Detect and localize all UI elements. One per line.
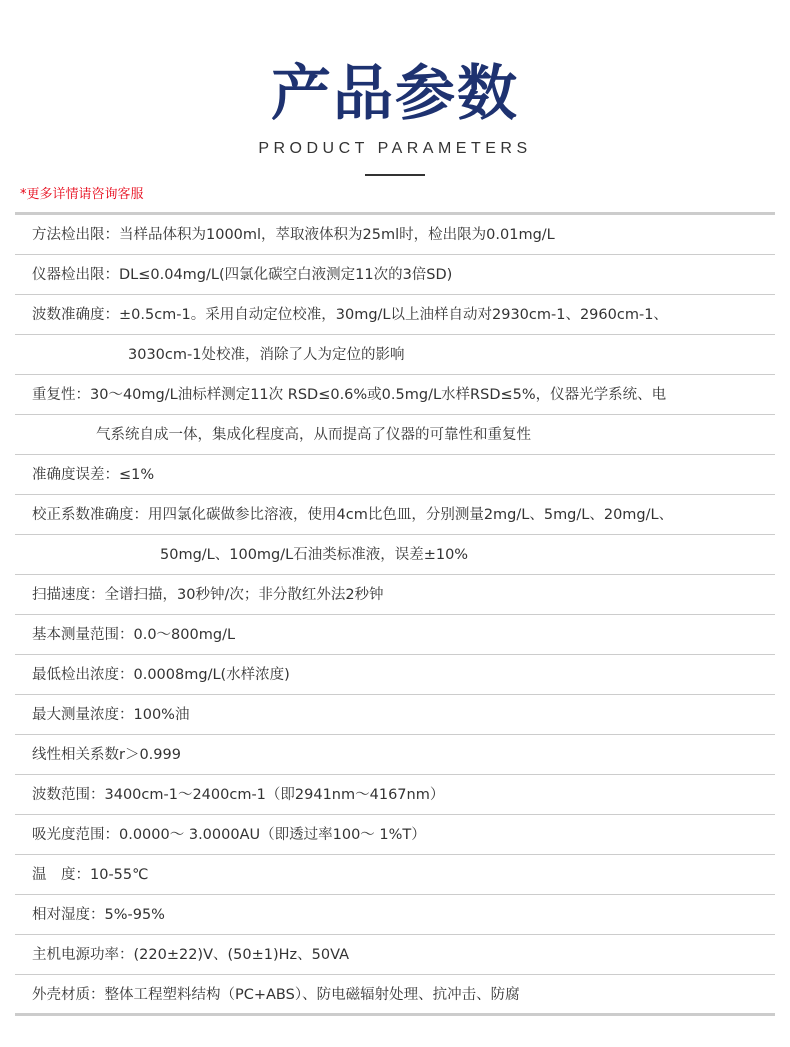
param-row-housing: 外壳材质：整体工程塑料结构（PC+ABS）、防电磁辐射处理、抗冲击、防腐	[32, 987, 520, 1003]
param-row-text: 3030cm-1处校准，消除了人为定位的影响	[128, 347, 405, 363]
param-row-measure-range: 基本测量范围：0.0～800mg/L	[15, 615, 775, 655]
table-bottom-border	[15, 1013, 775, 1016]
param-row-temperature: 温 度：10-55℃	[15, 855, 775, 895]
param-row-detection-limit: 方法检出限：当样品体积为1000ml，萃取液体积为25ml时，检出限为0.01mg/L	[15, 215, 775, 255]
param-row-wavenumber-range: 波数范围：3400cm-1～2400cm-1（即2941nm～4167nm）	[15, 775, 775, 815]
param-row-power: 主机电源功率：(220±22)V、(50±1)Hz、50VA	[15, 935, 775, 975]
param-row-calibration-accuracy-cont	[15, 535, 775, 575]
param-row-instrument-limit: 仪器检出限：DL≤0.04mg/L(四氯化碳空白液测定11次的3倍SD)	[15, 255, 775, 295]
page-title: 产品参数	[271, 59, 519, 129]
param-row-max-concentration: 最大测量浓度：100%油	[15, 695, 775, 735]
page-subtitle: PRODUCT PARAMETERS	[258, 140, 532, 157]
param-row-scan-speed: 扫描速度：全谱扫描，30秒钟/次；非分散红外法2秒钟	[15, 575, 775, 615]
param-row-text: 气系统自成一体，集成化程度高，从而提高了仪器的可靠性和重复性	[96, 427, 531, 443]
param-row-min-concentration: 最低检出浓度：0.0008mg/L(水样浓度)	[15, 655, 775, 695]
param-row-repeatability: 重复性：30～40mg/L油标样测定11次 RSD≤0.6%或0.5mg/L水样RSD≤5%，仪器光学系统、电	[15, 375, 775, 415]
param-row-text: 50mg/L、100mg/L石油类标准液，误差±10%	[160, 547, 469, 563]
parameter-table	[15, 215, 775, 1015]
param-row-wavenumber-accuracy: 波数准确度：±0.5cm-1。采用自动定位校准，30mg/L以上油样自动对2930cm-1、2960cm-1、	[15, 295, 775, 335]
param-row-linearity: 线性相关系数r＞0.999	[15, 735, 775, 775]
title-underline	[365, 174, 425, 176]
param-row-accuracy-error: 准确度误差：≤1%	[15, 455, 775, 495]
param-row-absorbance-range: 吸光度范围：0.0000～ 3.0000AU（即透过率100～ 1%T）	[15, 815, 775, 855]
param-row-humidity: 相对湿度：5%-95%	[15, 895, 775, 935]
param-row-wavenumber-accuracy-cont	[15, 335, 775, 375]
param-row-calibration-accuracy: 校正系数准确度：用四氯化碳做参比溶液，使用4cm比色皿，分别测量2mg/L、5mg/L、20mg/L、	[15, 495, 775, 535]
contact-note: *更多详情请咨询客服	[20, 187, 144, 202]
param-row-repeatability-cont	[15, 415, 775, 455]
